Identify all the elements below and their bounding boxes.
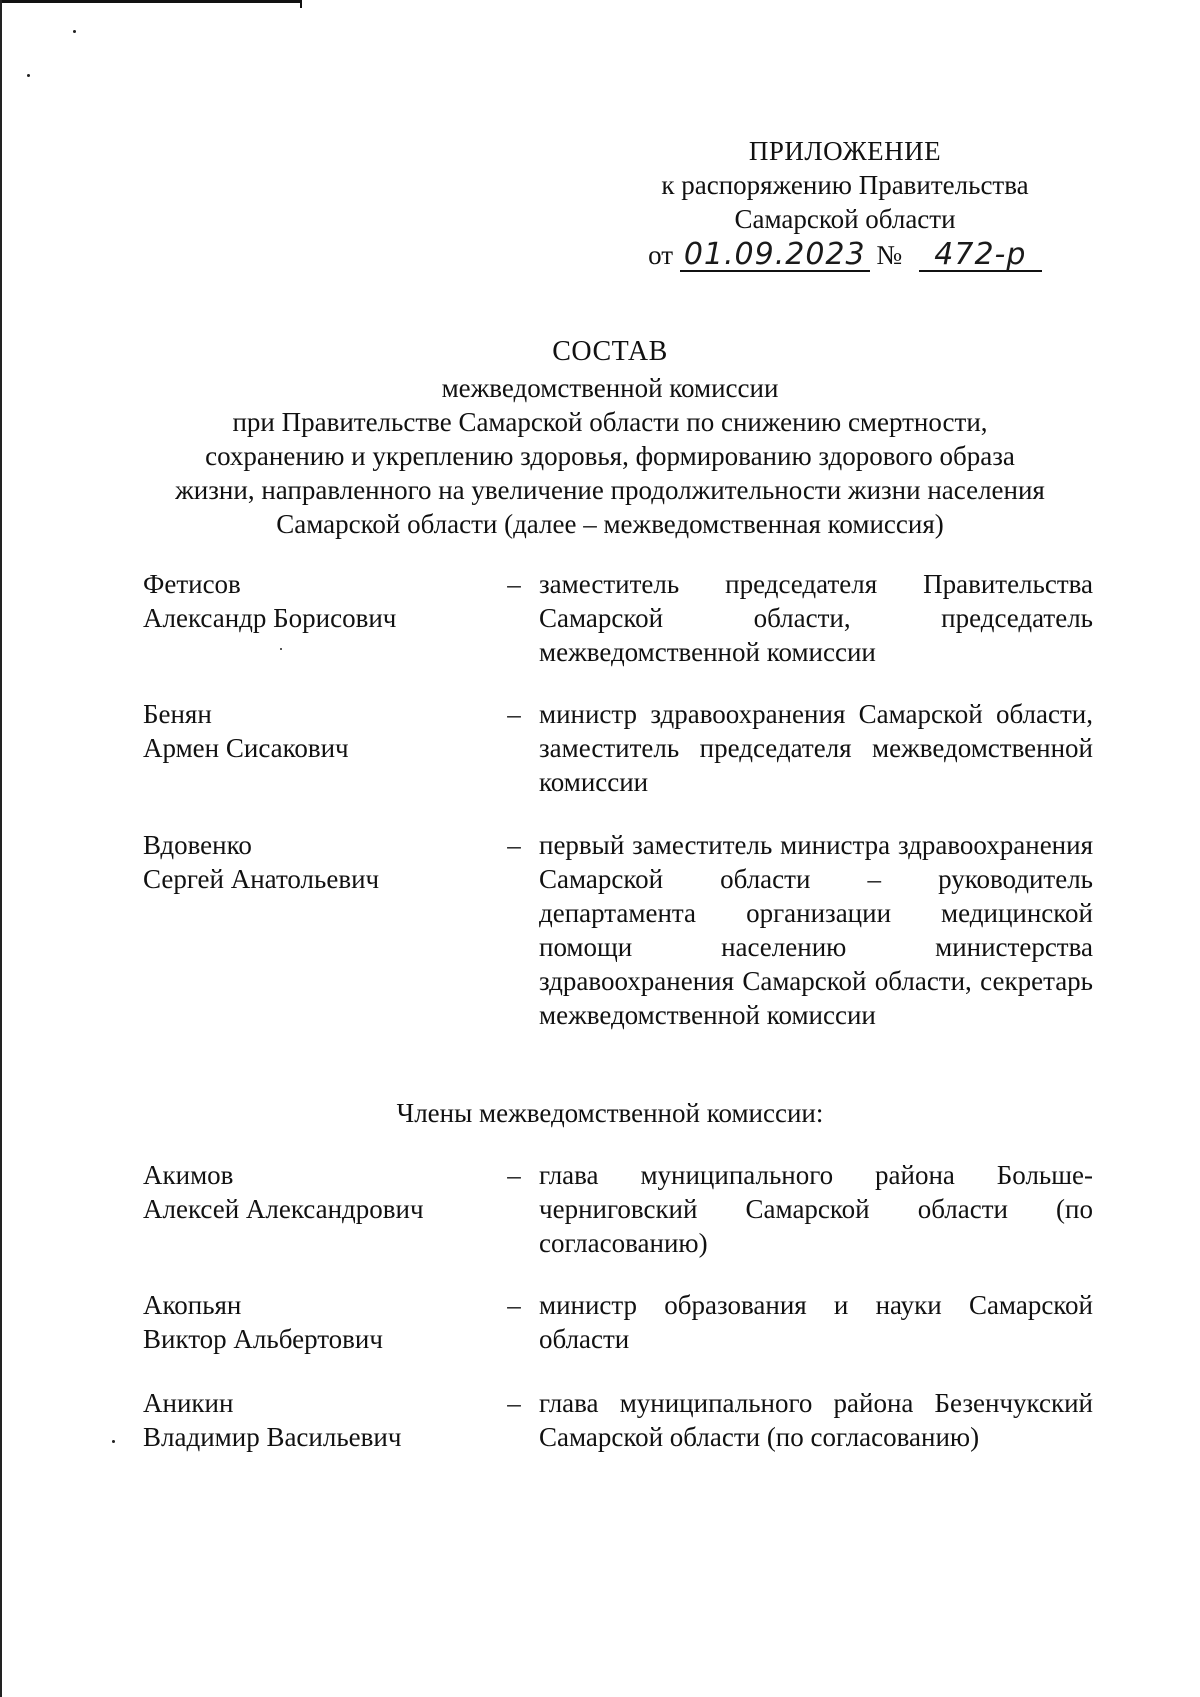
date-prefix: от [648, 240, 674, 270]
appendix-date-row [600, 238, 1090, 272]
member-name [143, 828, 483, 896]
member-role: министр здравоохранения Самарской области, заместитель председателя межведомственной комиссии [539, 699, 1093, 797]
member-name [143, 697, 483, 765]
appendix-header [600, 134, 1090, 272]
appendix-line-2: Самарской области [734, 204, 956, 234]
member-surname: Акопьян [143, 1290, 242, 1320]
scan-speck [112, 1440, 115, 1443]
member-role: глава муниципального района Безенчукский Самарской области (по согласованию) [539, 1388, 1093, 1452]
member-given-name: Алексей Александрович [143, 1194, 424, 1224]
subtitle-line: при Правительстве Самарской области по снижению смертности, [232, 407, 988, 437]
member-name [143, 1158, 483, 1226]
member-name [143, 1288, 483, 1356]
member-surname: Аникин [143, 1388, 234, 1418]
appendix-title: ПРИЛОЖЕНИЕ [748, 136, 942, 166]
appendix-line-1: к распоряжению Правительства [661, 170, 1029, 200]
dash-separator: – [507, 1290, 521, 1320]
document-title-block [130, 335, 1090, 541]
member-role: глава муниципального района Больше-черниговский Самарской области (по согласованию) [539, 1160, 1093, 1258]
dash-separator: – [507, 1160, 521, 1190]
handwritten-date: 01.09.2023 [680, 240, 870, 272]
scan-left-edge [0, 0, 2, 1697]
member-surname: Бенян [143, 699, 212, 729]
member-role: министр образования и науки Самарской области [539, 1290, 1093, 1354]
member-given-name: Александр Борисович [143, 603, 397, 633]
members-heading: Члены межведомственной комиссии: [396, 1098, 824, 1128]
member-given-name: Армен Сисакович [143, 733, 349, 763]
scan-border-line [0, 0, 300, 3]
member-surname: Фетисов [143, 569, 241, 599]
number-sign: № [876, 240, 903, 270]
member-name [143, 1386, 483, 1454]
member-name [143, 567, 483, 635]
member-surname: Вдовенко [143, 830, 252, 860]
member-given-name: Виктор Альбертович [143, 1324, 383, 1354]
member-surname: Акимов [143, 1160, 234, 1190]
scan-speck [27, 74, 30, 77]
subtitle-line: жизни, направленного на увеличение продолжительности жизни населения [175, 475, 1045, 505]
member-given-name: Сергей Анатольевич [143, 864, 380, 894]
scan-speck [280, 648, 282, 650]
handwritten-number: 472-р [919, 240, 1042, 272]
member-role: заместитель председателя Правительства Самарской области, председатель межведомственной комиссии [539, 569, 1093, 667]
subtitle-line: сохранению и укреплению здоровья, формированию здорового образа [205, 441, 1015, 471]
subtitle-line: Самарской области (далее – межведомственная комиссия) [276, 509, 944, 539]
member-given-name: Владимир Васильевич [143, 1422, 402, 1452]
dash-separator: – [507, 699, 521, 729]
dash-separator: – [507, 569, 521, 599]
scan-speck [73, 30, 76, 33]
dash-separator: – [507, 1388, 521, 1418]
document-title: СОСТАВ [552, 336, 668, 367]
subtitle-line: межведомственной комиссии [441, 373, 779, 403]
scan-border-tick [300, 0, 302, 8]
dash-separator: – [507, 830, 521, 860]
member-role: первый заместитель министра здравоохранения Самарской области – руководитель департамента организации медицинской помощи населению министерства здравоохранения Самарской области, секретарь межведомственной комиссии [539, 830, 1093, 1030]
